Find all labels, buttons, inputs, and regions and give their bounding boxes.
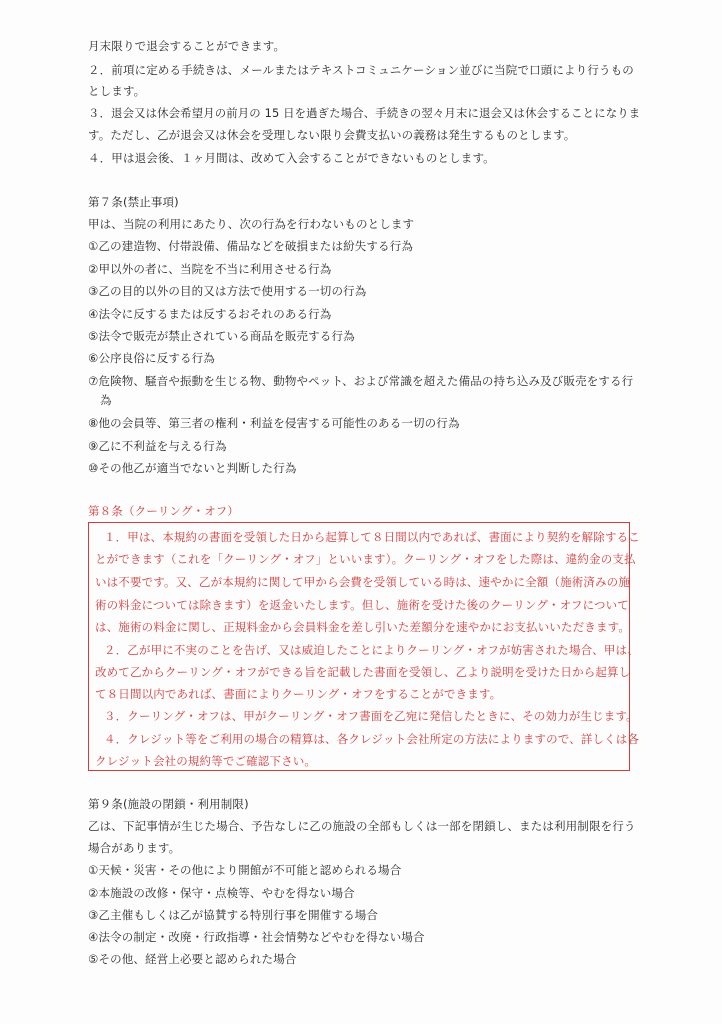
article-9-intro: 乙は、下記事情が生じた場合、予告なしに乙の施設の全部もしくは一部を閉鎖し、または利用制限を行う	[88, 819, 636, 833]
article-9-item: ①天候・災害・その他により開館が不可能と認められる場合	[88, 863, 402, 877]
article-7-item: ②甲以外の者に、当院を不当に利用させる行為	[88, 262, 332, 276]
article-9-intro: 場合があります。	[88, 841, 181, 855]
article-8-line: 術の料金については除きます）を返金いたします。但し、施術を受けた後のクーリング・オフについて	[95, 598, 629, 612]
article-7-heading: 第７条(禁止事項)	[88, 195, 179, 209]
article-7-item: ⑥公序良俗に反する行為	[88, 351, 215, 365]
article-8-line: ２．乙が甲に不実のことを告げ、又は威迫したことによりクーリング・オフが妨害された場合、甲は、	[104, 643, 639, 657]
article-8-line: １．甲は、本規約の書面を受領した日から起算して８日間以内であれば、書面により契約を解除するこ	[104, 530, 640, 544]
article-9-item: ③乙主催もしくは乙が協賛する特別行事を開催する場合	[88, 908, 379, 922]
article-7-item: ⑤法令で販売が禁止されている商品を販売する行為	[88, 329, 355, 343]
article-7-intro: 甲は、当院の利用にあたり、次の行為を行わないものとします	[88, 217, 415, 231]
article-7-item: ⑨乙に不利益を与える行為	[88, 439, 227, 453]
article-7-item: ⑩その他乙が適当でないと判断した行為	[88, 461, 297, 475]
article-9-item: ④法令の制定・改廃・行政指導・社会情勢などやむを得ない場合	[88, 930, 425, 944]
article-8-line: ４．クレジット等をご利用の場合の精算は、各クレジット会社所定の方法によりますので、詳しくは各	[104, 732, 640, 746]
article-8-line: 改めて乙からクーリング・オフができる旨を記載した書面を受領し、乙より説明を受けた日から起算し	[95, 665, 631, 679]
article-8-line: ３．クーリング・オフは、甲がクーリング・オフ書面を乙宛に発信したときに、その効力が生じます。	[104, 709, 638, 723]
text-line: ２．前項に定める手続きは、メールまたはテキストコミュニケーション並びに当院で口頭により行うもの	[88, 63, 634, 77]
article-9-item: ⑤その他、経営上必要と認められた場合	[88, 952, 297, 966]
text-line: とします。	[88, 84, 146, 98]
article-8-line: とができます（これを「クーリング・オフ」といいます）。クーリング・オフをした際は、違約金の支払	[95, 552, 636, 566]
text-line: 月末限りで退会することができます。	[88, 39, 286, 53]
article-9-item: ②本施設の改修・保守・点検等、やむを得ない場合	[88, 886, 355, 900]
text-line: ４．甲は退会後、１ヶ月間は、改めて入会することができないものとします。	[88, 151, 495, 165]
article-7-item: ⑦危険物、騒音や振動を生じる物、動物やペット、および常識を超えた備品の持ち込み及び販売をする行	[88, 374, 634, 388]
text-line: す。ただし、乙が退会又は休会を受理しない限り会費支払いの義務は発生するものとします。	[88, 128, 576, 142]
article-7-item: ⑧他の会員等、第三者の権利・利益を侵害する可能性のある一切の行為	[88, 416, 460, 430]
text-line: ３．退会又は休会希望月の前月の 15 日を過ぎた場合、手続きの翌々月末に退会又は休会することになりま	[88, 106, 641, 120]
article-8-line: て８日間以内であれば、書面によりクーリング・オフをすることができます。	[95, 687, 502, 701]
article-7-item: ③乙の目的以外の目的又は方法で使用する一切の行為	[88, 284, 367, 298]
article-8-line: は、施術の料金に関し、正規料金から会員料金を差し引いた差額分を速やかにお支払いいただきます。	[95, 620, 630, 634]
article-9-heading: 第９条(施設の閉鎖・利用制限)	[88, 797, 249, 811]
article-8-line: いは不要です。又、乙が本規約に関して甲から会費を受領している時は、速やかに全額（施術済みの施	[95, 575, 630, 589]
article-7-item: ④法令に反するまたは反するおそれのある行為	[88, 307, 332, 321]
article-8-heading: 第８条（クーリング・オフ）	[88, 504, 239, 518]
article-7-item-continued: 為	[100, 393, 112, 407]
article-7-item: ①乙の建造物、付帯設備、備品などを破損または紛失する行為	[88, 239, 414, 253]
article-8-line: クレジット会社の規約等でご確認下さい。	[95, 754, 317, 768]
